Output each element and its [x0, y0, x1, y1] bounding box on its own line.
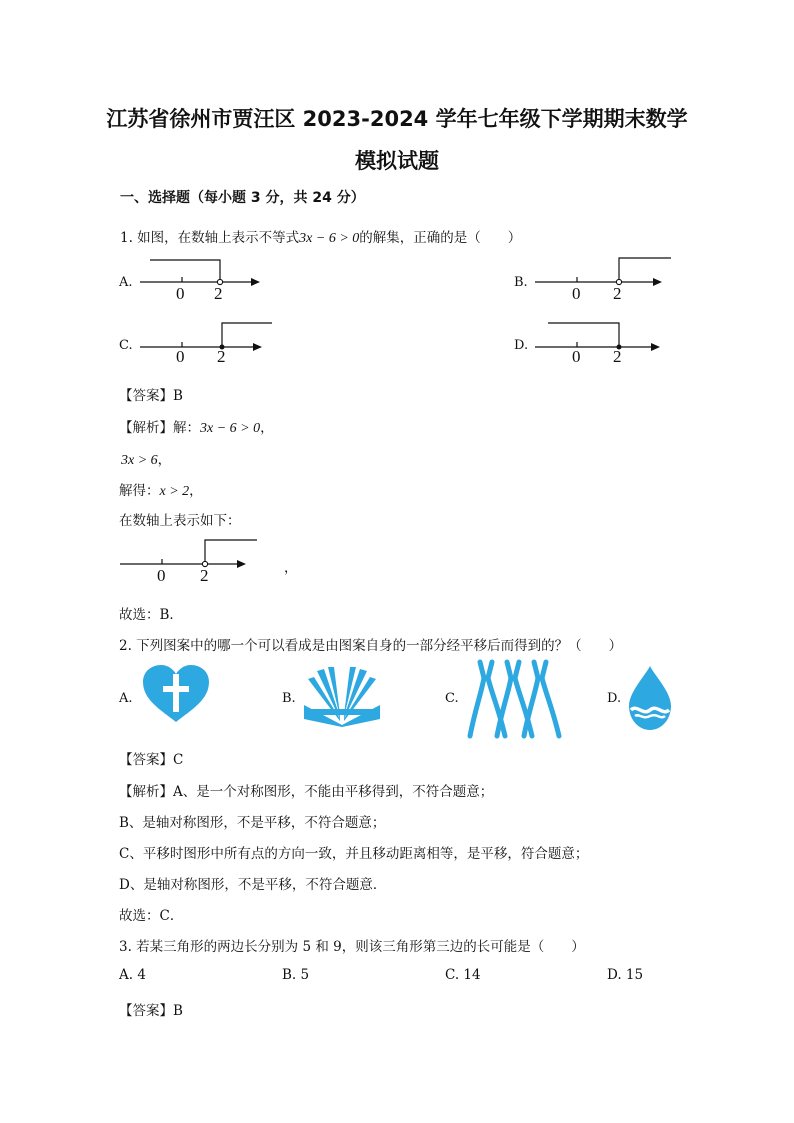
- q1-answer: 【答案】B: [119, 388, 183, 404]
- page-title: 江苏省徐州市贾汪区 2023-2024 学年七年级下学期期末数学: [106, 107, 688, 131]
- q1-option-d-two: 2: [613, 347, 622, 366]
- q1-step2-math: 3x > 6: [121, 453, 158, 468]
- q1-answer-comma: ，: [284, 560, 298, 576]
- q1-solve-comma: ，: [189, 483, 203, 499]
- q3-option-b: B. 5: [282, 967, 310, 983]
- q1-option-d-label: D.: [514, 338, 529, 353]
- q3-option-a: A. 4: [119, 967, 146, 983]
- q1-option-c-label: C.: [119, 338, 133, 353]
- q2-analysis-line1: 【解析】A、是一个对称图形，不能由平移得到，不符合题意；: [119, 784, 494, 800]
- q1-option-c-two: 2: [217, 347, 226, 366]
- q1-option-a-two: 2: [214, 284, 223, 303]
- q2-analysis-line3: C、平移时图形中所有点的方向一致，并且移动距离相等，是平移，符合题意；: [119, 846, 589, 862]
- heart-cross-icon: [141, 664, 211, 724]
- q1-stem-prefix: 1. 如图，在数轴上表示不等式: [120, 230, 300, 246]
- q1-option-a-zero: 0: [176, 284, 185, 303]
- q3-option-c: C. 14: [445, 967, 481, 983]
- q2-analysis-line4: D、是轴对称图形，不是平移，不符合题意．: [119, 877, 387, 893]
- q2-answer: 【答案】C: [119, 752, 184, 768]
- q1-answer-two: 2: [200, 566, 209, 585]
- q1-analysis-label: 【解析】解：: [119, 420, 200, 436]
- q3-option-d: D. 15: [607, 967, 644, 983]
- q1-analysis-comma: ，: [260, 420, 274, 436]
- q2-conclusion: 故选：C．: [119, 908, 184, 924]
- q1-analysis-line3: [119, 479, 203, 500]
- q1-option-b-zero: 0: [572, 284, 581, 303]
- q1-answer-zero: 0: [157, 566, 166, 585]
- q1-option-d-number-line: [535, 318, 665, 358]
- section-heading: 一、选择题（每小题 3 分，共 24 分）: [120, 190, 365, 206]
- q1-option-d-zero: 0: [572, 347, 581, 366]
- q1-option-b-label: B.: [514, 275, 528, 290]
- q3-stem: 3. 若某三角形的两边长分别为 5 和 9，则该三角形第三边的长可能是（ ）: [119, 939, 585, 955]
- water-drop-icon: [625, 664, 675, 734]
- q1-option-a-label: A.: [119, 275, 133, 290]
- pliers-icon: [465, 660, 565, 740]
- q1-solve-label: 解得：: [119, 483, 160, 499]
- q3-answer: 【答案】B: [119, 1003, 183, 1019]
- page-subtitle: 模拟试题: [355, 149, 439, 173]
- q2-option-b-label: B.: [282, 691, 296, 706]
- q2-analysis-line2: B、是轴对称图形，不是平移，不符合题意；: [119, 815, 386, 831]
- q1-show-text: 在数轴上表示如下：: [119, 513, 241, 529]
- q1-stem-suffix: 的解集，正确的是（ ）: [359, 230, 522, 246]
- book-icon: [302, 667, 382, 731]
- q1-answer-number-line: [120, 537, 270, 577]
- q2-option-c-label: C.: [445, 691, 459, 706]
- q2-option-a-label: A.: [119, 691, 133, 706]
- q1-analysis-line2: [121, 448, 171, 469]
- q1-analysis-line1: [119, 416, 274, 437]
- q1-solve-math: x > 2: [159, 484, 190, 499]
- q1-option-c-zero: 0: [176, 347, 185, 366]
- q1-step2-comma: ，: [157, 452, 172, 468]
- q1-stem-math: 3x − 6 > 0: [299, 231, 360, 246]
- q1-option-c-number-line: [140, 318, 280, 358]
- q2-stem: 2. 下列图案中的哪一个可以看成是由图案自身的一部分经平移后而得到的？（ ）: [119, 638, 623, 654]
- q1-stem: [120, 226, 521, 247]
- q1-option-b-number-line: [535, 253, 675, 293]
- q1-option-b-two: 2: [613, 284, 622, 303]
- q1-analysis-math: 3x − 6 > 0: [200, 421, 261, 436]
- q1-conclusion: 故选：B．: [119, 607, 183, 623]
- q1-option-a-number-line: [140, 255, 270, 295]
- q2-option-d-label: D.: [607, 691, 622, 706]
